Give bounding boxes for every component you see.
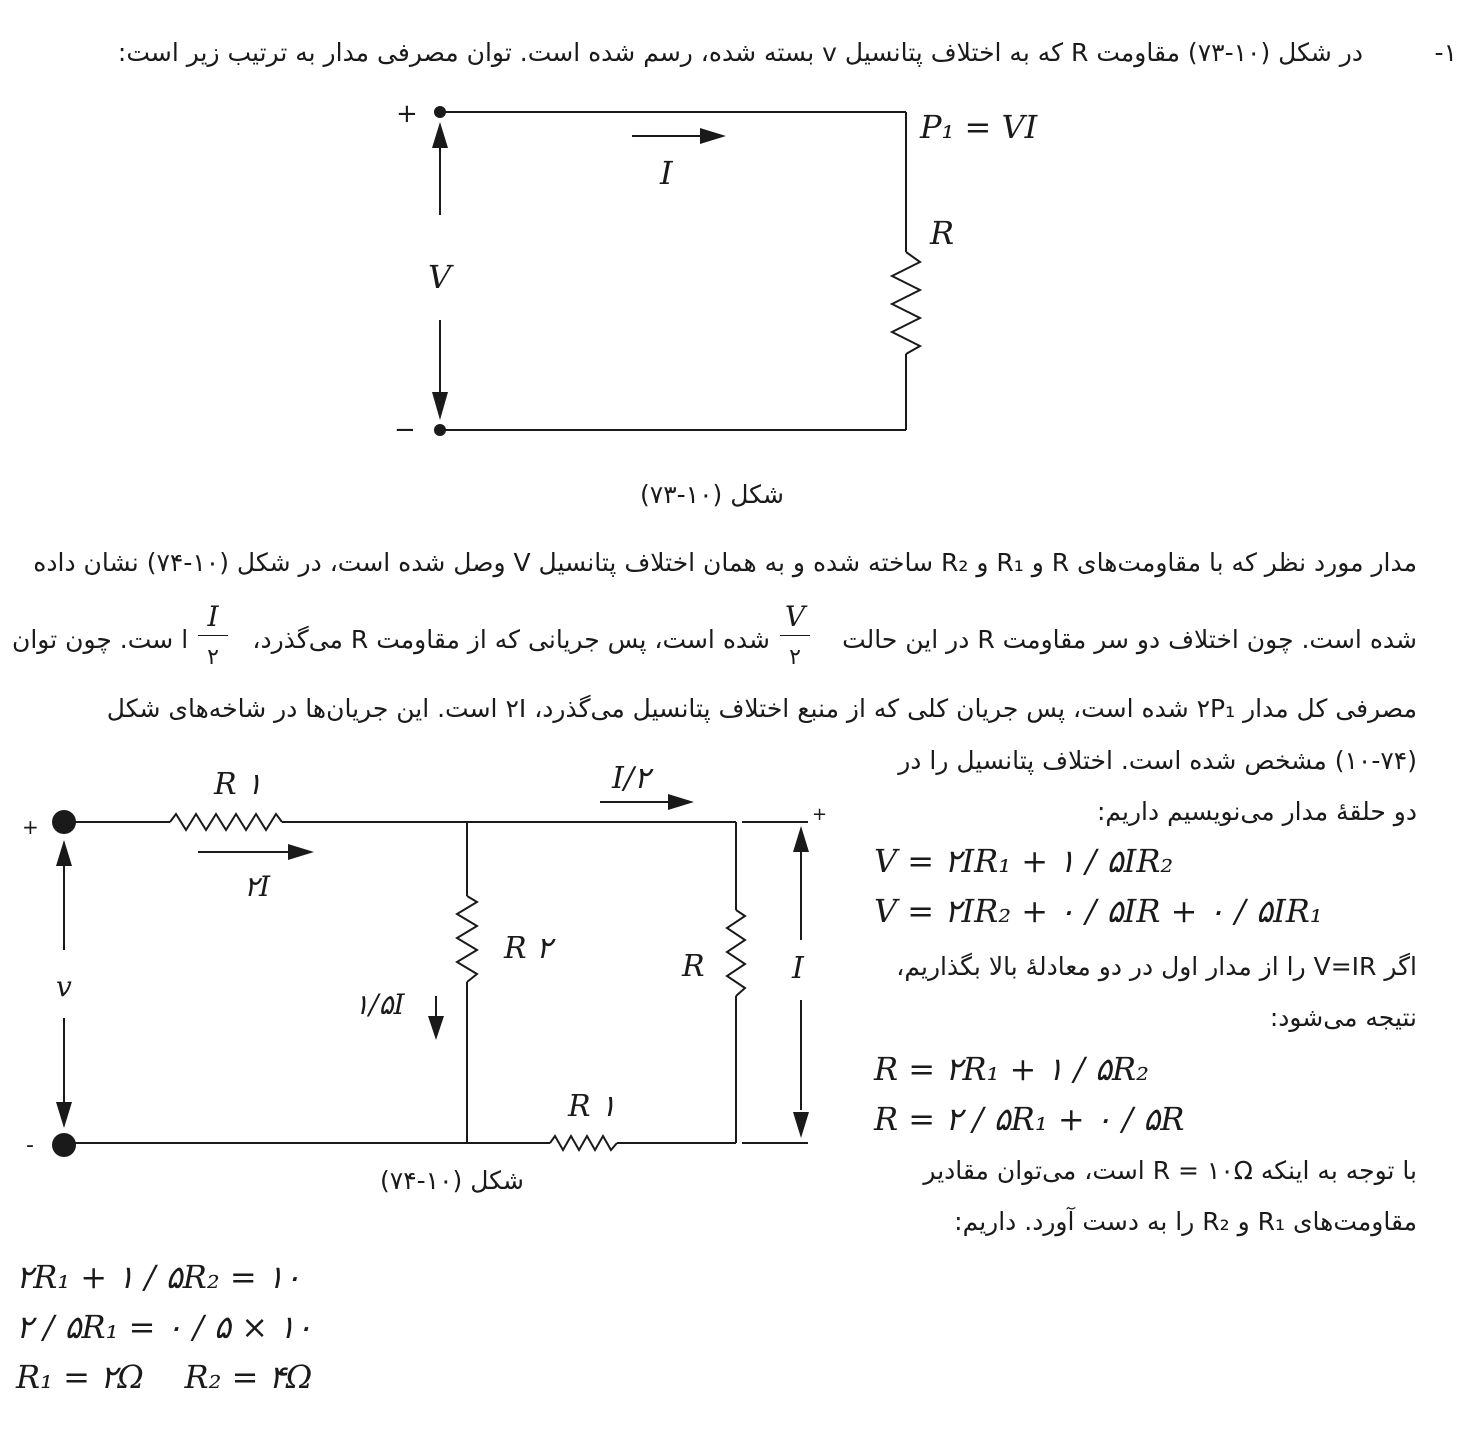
resistor-r1-bottom-zigzag (550, 1136, 617, 1150)
equation-7: R₁ = ۲Ω R₂ = ۴Ω (16, 1358, 313, 1396)
frac-i-num: I (207, 600, 219, 633)
current-arrow-head (700, 128, 726, 144)
label-plus-right: + (812, 804, 828, 825)
label-i-branch: ۱/۵I (354, 988, 405, 1021)
note-2: نتیجه می‌شود: (1269, 1003, 1417, 1032)
frac-v-bar (780, 635, 810, 636)
voltage-arrow-down-head (432, 392, 448, 420)
equation-4: R = ۲ / ۵R₁ + ۰ / ۵R (874, 1100, 1185, 1138)
resistor-r2-zigzag (457, 896, 477, 982)
para-line5: دو حلقهٔ مدار می‌نویسیم داریم: (1096, 797, 1417, 826)
resistor-r-zigzag (727, 910, 745, 996)
label-r2: R ۲ (504, 931, 553, 966)
figure-74-caption: شکل (۱۰-۷۴) (380, 1166, 524, 1195)
note-4: مقاومت‌های R₁ و R₂ را به دست آورد. داریم: (954, 1207, 1417, 1236)
para-line2-left: ا ست. چون توان (12, 625, 189, 654)
label-voltage: V (428, 258, 452, 296)
resistor-r-zigzag (892, 252, 920, 354)
frac-i-bar (198, 635, 228, 636)
figure-73-caption: شکل (۱۰-۷۳) (640, 480, 784, 509)
note-1: اگر V=IR را از مدار اول در دو معادلهٔ بالا بگذاریم، (896, 952, 1417, 981)
equation-6: ۲ / ۵R₁ = ۰ / ۵ × ۱۰ (16, 1308, 313, 1346)
para-line1: مدار مورد نظر که با مقاومت‌های R و R₁ و R₂ ساخته شده و به همان اختلاف پتانسیل V وصل شده است، در شکل (۱۰-۷۴) نشان داده (33, 548, 1417, 577)
arrow-half-head (668, 794, 694, 810)
para-line3: مصرفی کل مدار ۲P₁ شده است، پس جریان کلی که از منبع اختلاف پتانسیل می‌گذرد، ۲I است. این جریان‌ها در شاخه‌های شکل (106, 694, 1417, 723)
label-i-right: I (792, 951, 804, 986)
label-2i: ۲I (244, 870, 271, 903)
fraction-v-over-2 (780, 600, 810, 671)
v-arrow-down-head (56, 1102, 72, 1128)
note-3: با توجه به اینکه R = ۱۰Ω است، می‌توان مقادیر (923, 1156, 1417, 1185)
equation-3: R = ۲R₁ + ۱ / ۵R₂ (874, 1050, 1149, 1088)
label-plus-left: + (22, 815, 39, 839)
label-i-half: I/۲ (612, 761, 651, 796)
equation-5: ۲R₁ + ۱ / ۵R₂ = ۱۰ (16, 1258, 302, 1296)
arrow-2i-head (288, 844, 314, 860)
label-r1-top: R ۱ (214, 767, 263, 802)
arrow-branch-head (428, 1016, 444, 1040)
label-current: I (660, 154, 673, 192)
label-v: v (56, 970, 72, 1003)
terminal-left-top (52, 810, 76, 834)
resistor-r1-top-zigzag (170, 814, 282, 830)
terminal-left-bottom (52, 1133, 76, 1157)
label-minus: − (394, 415, 416, 445)
equation-1: V = ۲IR₁ + ۱ / ۵IR₂ (874, 842, 1174, 880)
figure-74-circuit (0, 760, 850, 1180)
voltage-arrow-up-head (432, 122, 448, 148)
arrow-right-up-head (793, 826, 809, 852)
fraction-i-over-2 (198, 600, 228, 671)
para-line4: (۱۰-۷۴) مشخص شده است. اختلاف پتانسیل را در (898, 746, 1417, 775)
arrow-right-down-head (793, 1112, 809, 1138)
para-line2-right: شده است. چون اختلاف دو سر مقاومت R در این حالت (842, 625, 1417, 654)
para-line2-mid: شده است، پس جریانی که از مقاومت R می‌گذرد، (252, 625, 770, 654)
v-arrow-up-head (56, 840, 72, 866)
terminal-top (434, 106, 446, 118)
label-r1-bottom: R ۱ (568, 1089, 617, 1124)
label-resistor: R (930, 214, 955, 252)
problem-number: -۱ (1434, 38, 1457, 67)
problem-intro: در شکل (۱۰-۷۳) مقاومت R که به اختلاف پتانسیل v بسته شده، رسم شده است. توان مصرفی مدار به ترتیب زیر است: (117, 38, 1363, 67)
frac-i-den: ۲ (207, 645, 219, 670)
terminal-bottom (434, 424, 446, 436)
equation-2: V = ۲IR₂ + ۰ / ۵IR + ۰ / ۵IR₁ (874, 892, 1323, 930)
label-plus: + (396, 99, 418, 129)
frac-v-den: ۲ (789, 645, 801, 670)
frac-v-num: V (784, 600, 806, 633)
label-r: R (682, 949, 705, 984)
label-minus-left: - (26, 1133, 34, 1158)
label-power: P₁ = VI (920, 108, 1038, 146)
